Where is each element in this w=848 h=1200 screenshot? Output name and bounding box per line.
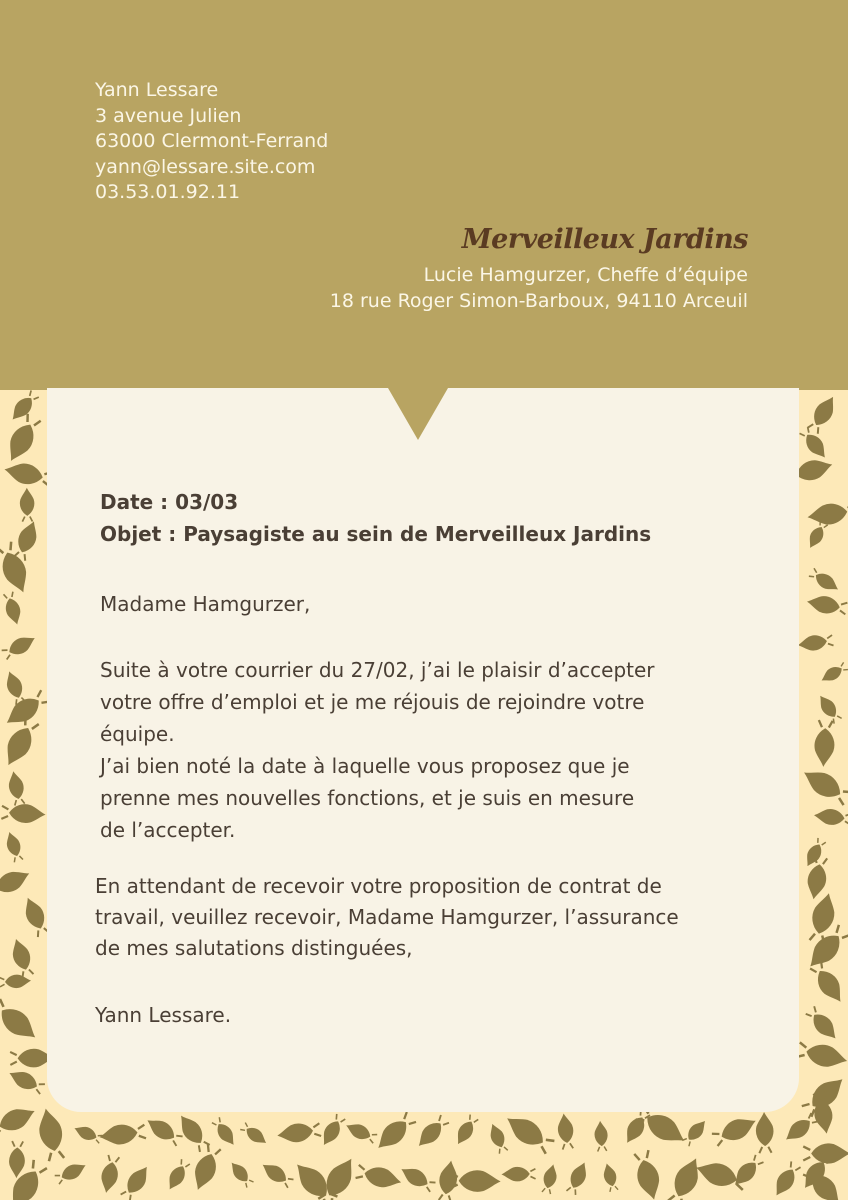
leaf-icon bbox=[783, 1112, 818, 1144]
paragraph-line: votre offre d’emploi et je me réjouis de rejoindre votre bbox=[100, 690, 645, 714]
leaf-icon bbox=[622, 1109, 651, 1145]
recipient-block bbox=[330, 222, 748, 314]
leaf-icon bbox=[806, 520, 829, 549]
leaf-icon bbox=[602, 1164, 619, 1193]
sender-name: Yann Lessare bbox=[95, 79, 219, 101]
leaf-icon bbox=[815, 720, 835, 765]
recipient-address: 18 rue Roger Simon-Barboux, 94110 Arceuil bbox=[329, 290, 748, 312]
leaf-icon bbox=[806, 395, 838, 435]
leaf-icon bbox=[450, 1171, 498, 1191]
leaf-icon bbox=[165, 1159, 191, 1191]
sender-city: 63000 Clermont-Ferrand bbox=[95, 130, 329, 152]
leaf-icon bbox=[815, 808, 848, 826]
leaf-icon bbox=[809, 960, 846, 1004]
leaf-icon bbox=[809, 501, 848, 525]
leaf-icon bbox=[240, 1122, 268, 1147]
leaf-icon bbox=[0, 975, 30, 988]
leaf-icon bbox=[731, 1154, 764, 1188]
letter-subject: Objet : Paysagiste au sein de Merveilleux Jardins bbox=[100, 522, 652, 546]
leaf-icon bbox=[9, 1141, 24, 1176]
paragraph-line: travail, veuillez recevoir, Madame Hamgurzer, l’assurance bbox=[95, 905, 679, 929]
leaf-icon bbox=[5, 461, 52, 488]
leaf-icon bbox=[345, 1121, 378, 1145]
leaf-icon bbox=[816, 694, 842, 725]
leaf-icon bbox=[802, 766, 848, 807]
leaf-icon bbox=[374, 1111, 417, 1153]
leaf-icon bbox=[10, 1049, 51, 1066]
leaf-icon bbox=[176, 1113, 211, 1153]
card-notch bbox=[388, 388, 448, 440]
leaf-icon bbox=[13, 521, 41, 562]
leaf-icon bbox=[454, 1114, 480, 1146]
leaf-icon bbox=[74, 1124, 103, 1145]
paragraph-line: En attendant de recevoir votre proposition de contrat de bbox=[95, 874, 662, 898]
leaf-icon bbox=[803, 1145, 847, 1163]
paragraph-line: prenne mes nouvelles fonctions, et je suis en mesure bbox=[100, 786, 635, 810]
leaf-icon bbox=[1, 633, 36, 661]
leaf-icon bbox=[808, 567, 840, 593]
leaf-icon bbox=[37, 1109, 67, 1161]
recipient-contact: Lucie Hamgurzer, Cheffe d’équipe bbox=[423, 264, 748, 286]
leaf-icon bbox=[0, 997, 39, 1043]
letter-paragraph-1 bbox=[100, 654, 760, 846]
leaf-icon bbox=[820, 661, 848, 684]
sender-phone: 03.53.01.92.11 bbox=[95, 181, 241, 203]
paragraph-line: J’ai bien noté la date à laquelle vous proposez que je bbox=[100, 754, 630, 778]
sender-block bbox=[95, 78, 328, 206]
leaf-icon bbox=[8, 1068, 45, 1096]
leaf-icon bbox=[557, 1115, 574, 1150]
leaf-icon bbox=[711, 1114, 757, 1148]
leaf-icon bbox=[228, 1160, 254, 1188]
paragraph-line: équipe. bbox=[100, 722, 175, 746]
leaf-icon bbox=[756, 1114, 773, 1153]
leaf-icon bbox=[4, 832, 24, 863]
leaf-icon bbox=[488, 1123, 509, 1154]
paragraph-line: Suite à votre courrier du 27/02, j’ai le plaisir d’accepter bbox=[100, 658, 655, 682]
company-name: Merveilleux Jardins bbox=[461, 224, 748, 255]
leaf-icon bbox=[7, 772, 26, 806]
letter-greeting: Madame Hamgurzer, bbox=[100, 592, 311, 616]
leaf-icon bbox=[772, 1161, 802, 1198]
sender-street: 3 avenue Julien bbox=[95, 104, 242, 127]
leaf-icon bbox=[0, 1104, 36, 1138]
sender-email: yann@lessare.site.com bbox=[95, 155, 316, 178]
leaf-icon bbox=[541, 1165, 559, 1195]
leaf-icon bbox=[565, 1162, 589, 1196]
leaf-icon bbox=[1, 716, 40, 767]
leaf-icon bbox=[100, 1155, 121, 1193]
leaf-icon bbox=[10, 939, 35, 978]
paragraph-line: de l’accepter. bbox=[100, 818, 236, 842]
letter-date: Date : 03/03 bbox=[100, 490, 239, 514]
letter-meta bbox=[100, 486, 651, 550]
leaf-icon bbox=[798, 426, 828, 460]
paragraph-line: de mes salutations distinguées, bbox=[95, 936, 413, 960]
leaf-icon bbox=[799, 634, 834, 652]
leaf-icon bbox=[2, 591, 22, 624]
leaf-icon bbox=[666, 1157, 703, 1200]
leaf-icon bbox=[437, 1162, 458, 1200]
leaf-icon bbox=[796, 1040, 847, 1069]
leaf-icon bbox=[191, 1144, 223, 1191]
leaf-icon bbox=[681, 1119, 708, 1148]
leaf-icon bbox=[4, 689, 50, 729]
leaf-icon bbox=[355, 1163, 401, 1190]
leaf-icon bbox=[211, 1117, 237, 1147]
letter-paragraph-2 bbox=[95, 871, 765, 964]
leaf-icon bbox=[400, 1164, 437, 1193]
leaf-icon bbox=[145, 1115, 183, 1147]
leaf-icon bbox=[319, 1113, 346, 1146]
leaf-icon bbox=[1, 804, 43, 823]
leaf-icon bbox=[4, 413, 42, 463]
leaf-icon bbox=[279, 1122, 322, 1144]
leaf-icon bbox=[632, 1150, 662, 1200]
leaf-icon bbox=[503, 1167, 535, 1180]
leaf-icon bbox=[119, 1165, 151, 1200]
leaf-icon bbox=[594, 1122, 607, 1151]
leaf-icon bbox=[805, 924, 848, 971]
letter-signature: Yann Lessare. bbox=[95, 1003, 232, 1027]
leaf-icon bbox=[101, 1123, 146, 1146]
leaf-icon bbox=[9, 390, 40, 423]
leaf-icon bbox=[415, 1114, 450, 1149]
leaf-icon bbox=[20, 490, 33, 522]
leaf-icon bbox=[808, 595, 848, 616]
leaf-icon bbox=[0, 867, 31, 899]
leaf-icon bbox=[805, 1005, 840, 1041]
leaf-icon bbox=[504, 1112, 555, 1156]
leaf-icon bbox=[54, 1161, 87, 1186]
leaf-icon bbox=[261, 1161, 295, 1189]
